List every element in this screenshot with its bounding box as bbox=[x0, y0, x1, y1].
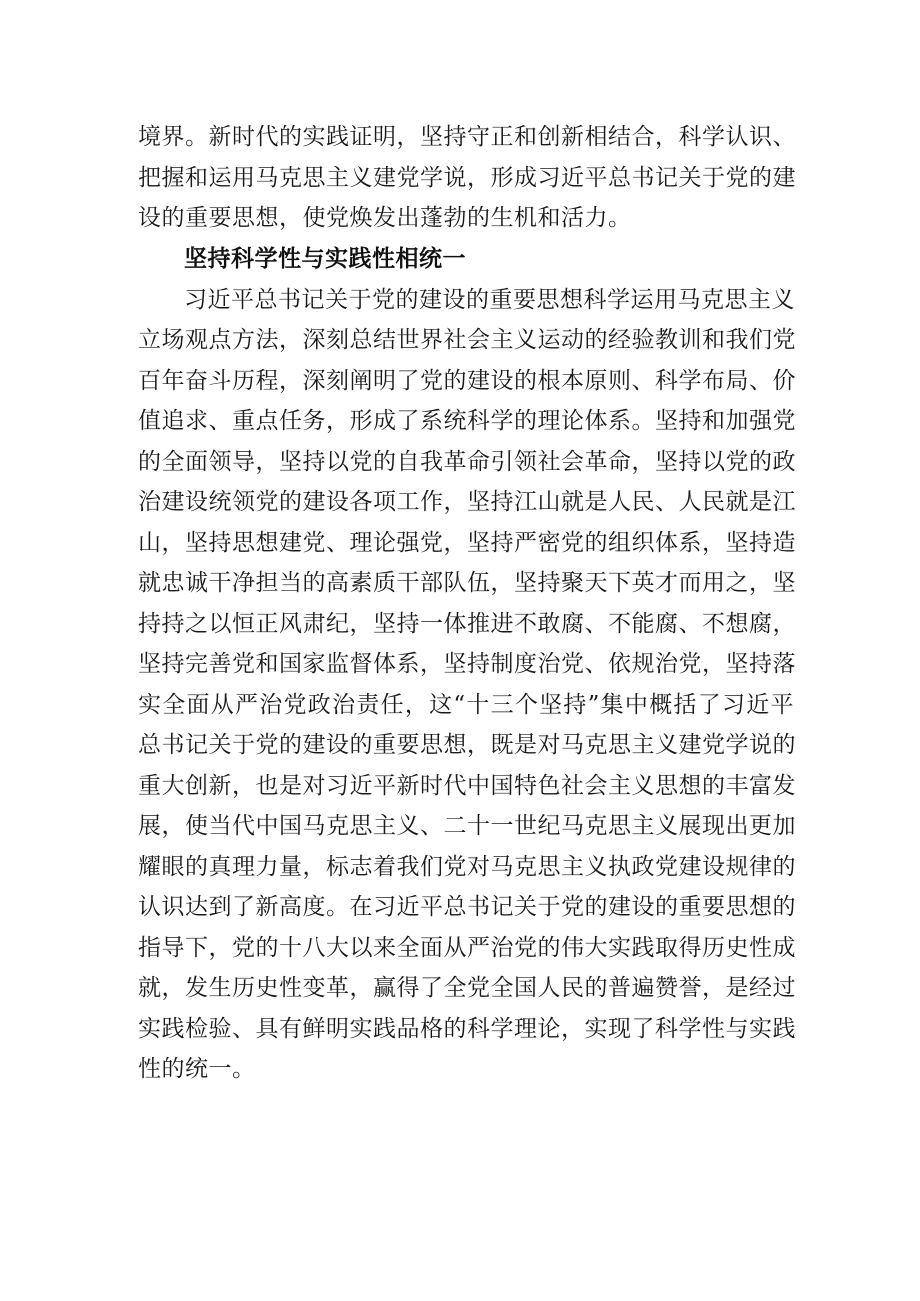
paragraph-line: 习近平总书记关于党的建设的重要思想科学运用马克思主义 bbox=[184, 286, 795, 313]
paragraph-line: 治建设统领党的建设各项工作，坚持江山就是人民、人民就是江 bbox=[138, 489, 796, 515]
paragraph-line: 山，坚持思想建党、理论强党，坚持严密党的组织体系，坚持造 bbox=[138, 529, 796, 556]
paragraph-line: 值追求、重点任务，形成了系统科学的理论体系。坚持和加强党 bbox=[138, 408, 796, 434]
paragraph-line: 认识达到了新高度。在习近平总书记关于党的建设的重要思想的 bbox=[138, 894, 796, 920]
paragraph-line: 立场观点方法，深刻总结世界社会主义运动的经验教训和我们党 bbox=[138, 327, 796, 353]
paragraph-line: 的全面领导，坚持以党的自我革命引领社会革命，坚持以党的政 bbox=[138, 448, 796, 475]
paragraph-line: 实全面从严治党政治责任，这“十三个坚持”集中概括了习近平 bbox=[138, 691, 794, 718]
paragraph-line: 性的统一。 bbox=[138, 1056, 256, 1082]
paragraph-line: 耀眼的真理力量，标志着我们党对马克思主义执政党建设规律的 bbox=[138, 853, 796, 880]
paragraph-line: 境界。新时代的实践证明，坚持守正和创新相结合，科学认识、 bbox=[138, 124, 796, 150]
paragraph-line: 展，使当代中国马克思主义、二十一世纪马克思主义展现出更加 bbox=[138, 813, 796, 839]
paragraph-line: 百年奋斗历程，深刻阐明了党的建设的根本原则、科学布局、价 bbox=[138, 367, 796, 394]
paragraph-line: 持持之以恒正风肃纪，坚持一体推进不敢腐、不能腐、不想腐， bbox=[138, 610, 796, 637]
paragraph-line: 坚持完善党和国家监督体系，坚持制度治党、依规治党，坚持落 bbox=[138, 651, 796, 677]
intro-paragraph bbox=[138, 117, 794, 239]
paragraph-line: 就，发生历史性变革，赢得了全党全国人民的普遍赞誉，是经过 bbox=[138, 975, 796, 1001]
paragraph-line: 指导下，党的十八大以来全面从严治党的伟大实践取得历史性成 bbox=[138, 934, 796, 961]
body-paragraph bbox=[138, 280, 794, 1090]
document-body bbox=[138, 117, 794, 1090]
section-heading: 坚持科学性与实践性相统一 bbox=[184, 245, 466, 272]
paragraph-line: 重大创新，也是对习近平新时代中国特色社会主义思想的丰富发 bbox=[138, 772, 796, 799]
paragraph-line: 设的重要思想，使党焕发出蓬勃的生机和活力。 bbox=[138, 205, 632, 231]
paragraph-line: 总书记关于党的建设的重要思想，既是对马克思主义建党学说的 bbox=[138, 732, 796, 758]
paragraph-line: 把握和运用马克思主义建党学说，形成习近平总书记关于党的建 bbox=[138, 164, 796, 191]
paragraph-line: 就忠诚干净担当的高素质干部队伍，坚持聚天下英才而用之，坚 bbox=[138, 570, 796, 596]
paragraph-line: 实践检验、具有鲜明实践品格的科学理论，实现了科学性与实践 bbox=[138, 1015, 796, 1042]
